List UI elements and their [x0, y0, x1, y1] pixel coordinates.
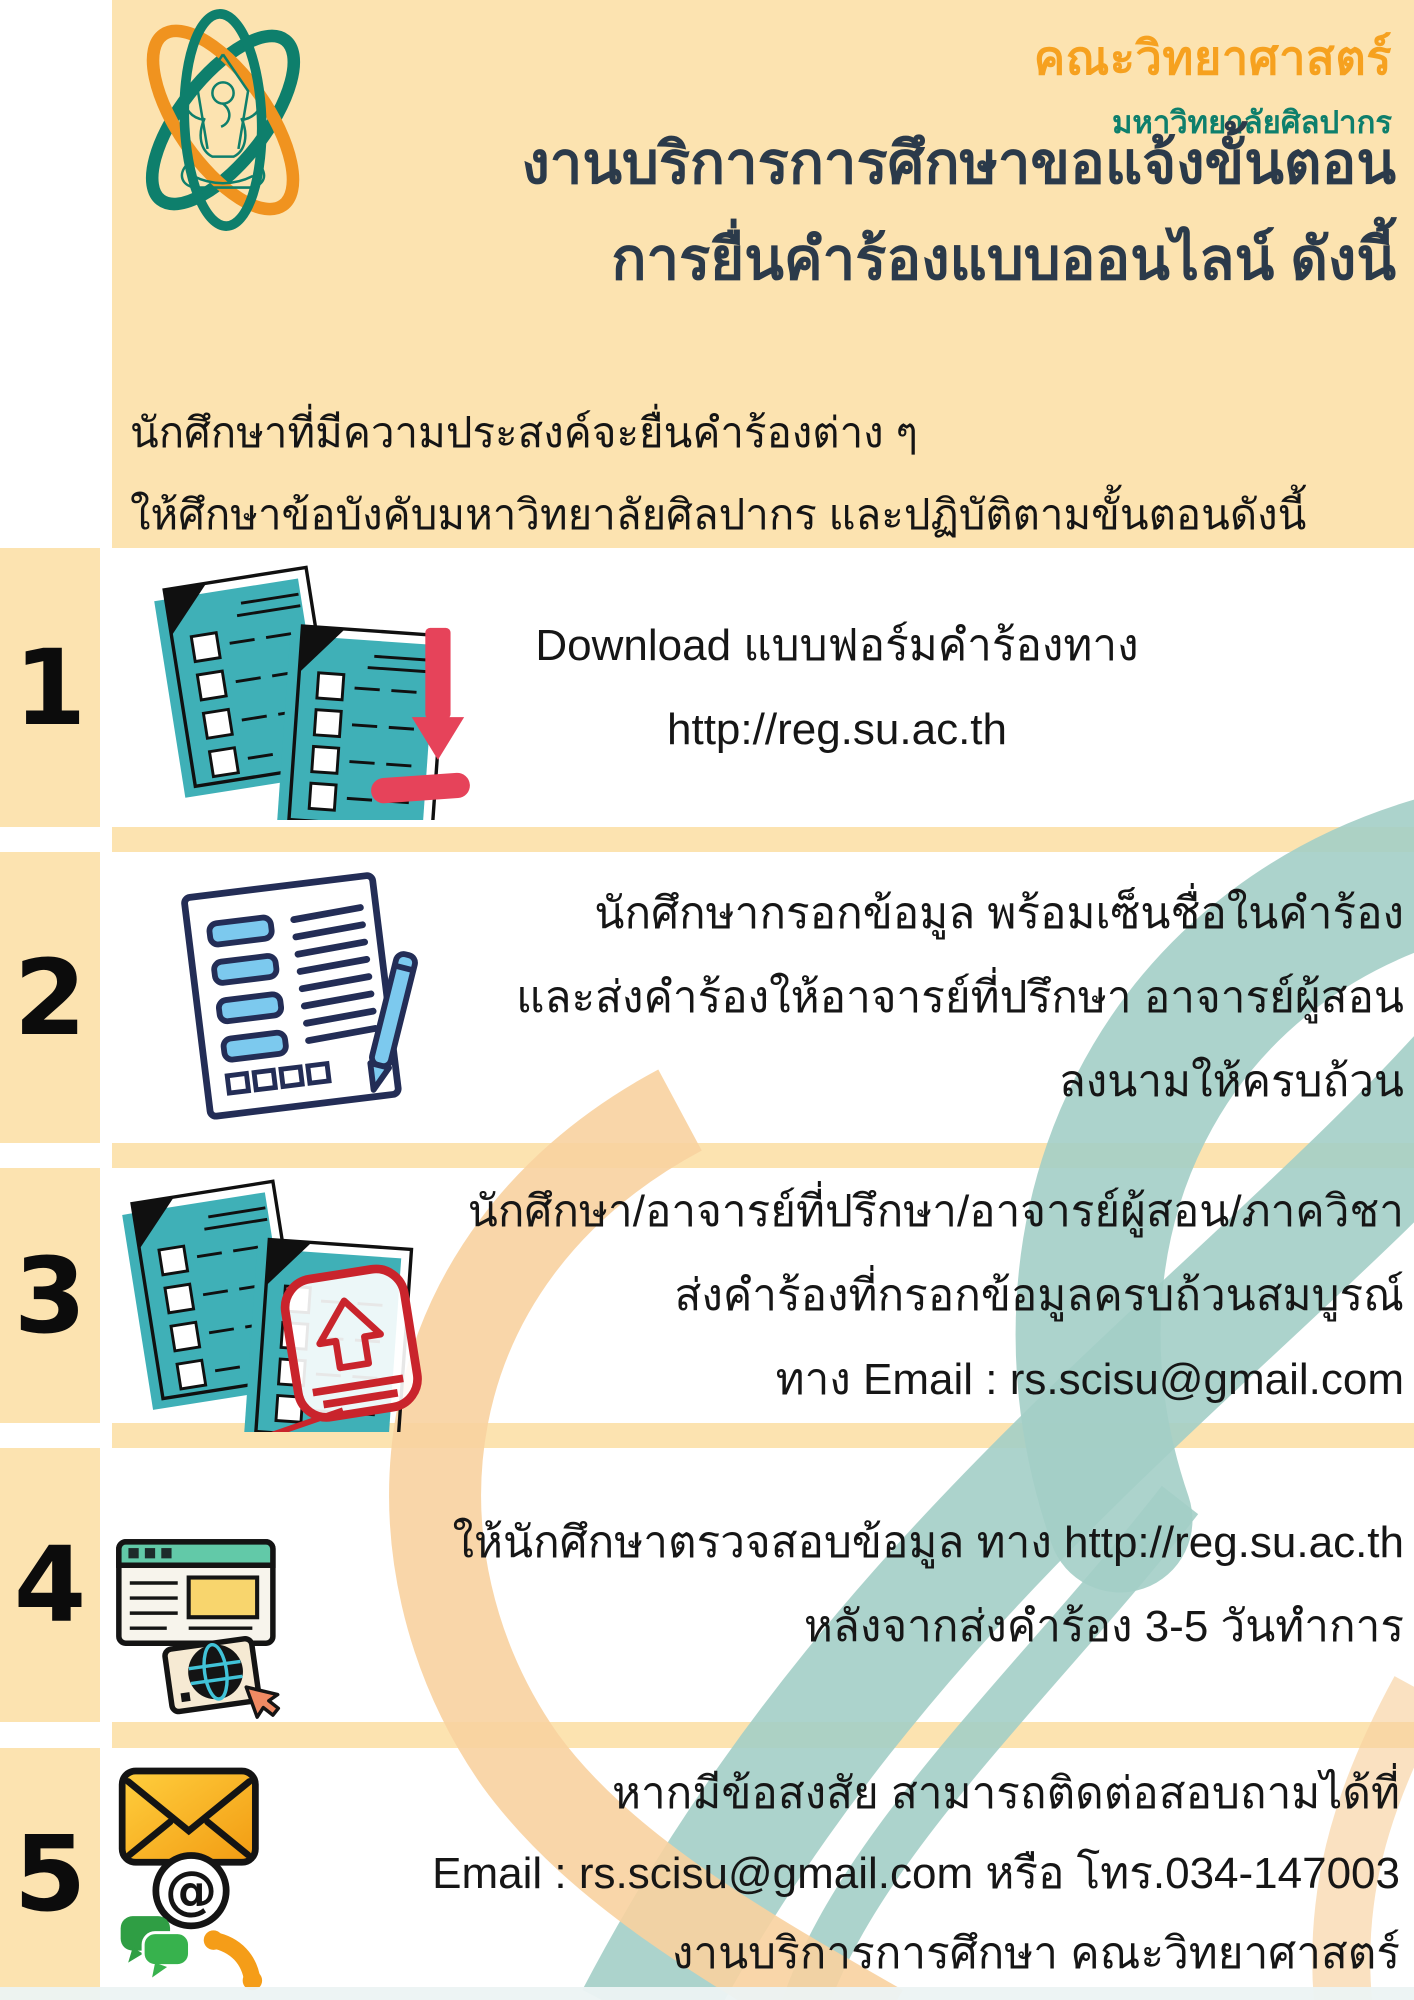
step4-number: 4: [13, 1524, 87, 1646]
form-and-pen-icon: [150, 858, 440, 1129]
faculty-name: คณะวิทยาศาสตร์: [1033, 31, 1392, 84]
contact-mail-phone-icon: [110, 1762, 290, 1994]
title-line2: การยื่นคำร้องแบบออนไลน์ ดังนี้: [611, 227, 1396, 292]
step4-line1: ให้นักศึกษาตรวจสอบข้อมูล ทาง http://reg.su.ac.th: [452, 1518, 1404, 1567]
step5-line3: งานบริการการศึกษา คณะวิทยาศาสตร์: [671, 1929, 1400, 1978]
step2-line3: ลงนามให้ครบถ้วน: [1058, 1056, 1404, 1106]
intro-line1: นักศึกษาที่มีความประสงค์จะยื่นคำร้องต่าง ๆ: [130, 409, 918, 456]
at-symbol: @: [164, 1860, 218, 1922]
step3-line3: ทาง Email : rs.scisu@gmail.com: [775, 1354, 1404, 1404]
step2-line1: นักศึกษากรอกข้อมูล พร้อมเซ็นชื่อในคำร้อง: [594, 888, 1404, 938]
intro-text: [130, 392, 1374, 556]
globe-stamp-icon: [164, 1638, 260, 1713]
step4-text: [300, 1448, 1404, 1722]
page-title: [330, 116, 1396, 308]
step2-number: 2: [13, 936, 87, 1059]
title-line1: งานบริการการศึกษาขอแจ้งขั้นตอน: [521, 131, 1396, 196]
university-name: มหาวิทยาลัยศิลปากร: [1111, 105, 1392, 140]
step5-line2: Email : rs.scisu@gmail.com หรือ โทร.034-147003: [432, 1849, 1400, 1898]
cursor-icon: [246, 1687, 278, 1717]
step2-text: [420, 852, 1404, 1143]
bottom-edge-strip: [0, 1987, 1414, 2000]
step1-number: 1: [13, 626, 87, 749]
phone-handset-icon: [204, 1930, 262, 1990]
step3-line1: นักศึกษา/อาจารย์ที่ปรึกษา/อาจารย์ผู้สอน/ภาควิชา: [467, 1186, 1404, 1236]
step4-line2: หลังจากส่งคำร้อง 3-5 วันทำการ: [803, 1602, 1404, 1651]
science-faculty-atom-logo-icon: [112, 4, 334, 236]
step5-line1: หากมีข้อสงสัย สามารถติดต่อสอบถามได้ที่: [611, 1769, 1400, 1818]
intro-line2: ให้ศึกษาข้อบังคับมหาวิทยาลัยศิลปากร และปฏิบัติตามขั้นตอนดังนี้: [130, 491, 1307, 538]
download-documents-icon: [140, 558, 470, 820]
step3-line2: ส่งคำร้องที่กรอกข้อมูลครบถ้วนสมบูรณ์: [674, 1270, 1404, 1320]
step5-number: 5: [13, 1813, 87, 1935]
website-check-icon: [112, 1535, 290, 1720]
step1-line1: Download แบบฟอร์มคำร้องทาง: [535, 620, 1139, 670]
step2-line2: และส่งคำร้องให้อาจารย์ที่ปรึกษา อาจารย์ผู้สอน: [516, 972, 1404, 1022]
step1-text: [430, 548, 1244, 827]
step1-line2: http://reg.su.ac.th: [667, 704, 1007, 754]
step5-text: [290, 1748, 1400, 2000]
step3-text: [420, 1168, 1404, 1423]
upload-documents-stamp-icon: [108, 1172, 426, 1432]
step3-number: 3: [13, 1234, 87, 1357]
